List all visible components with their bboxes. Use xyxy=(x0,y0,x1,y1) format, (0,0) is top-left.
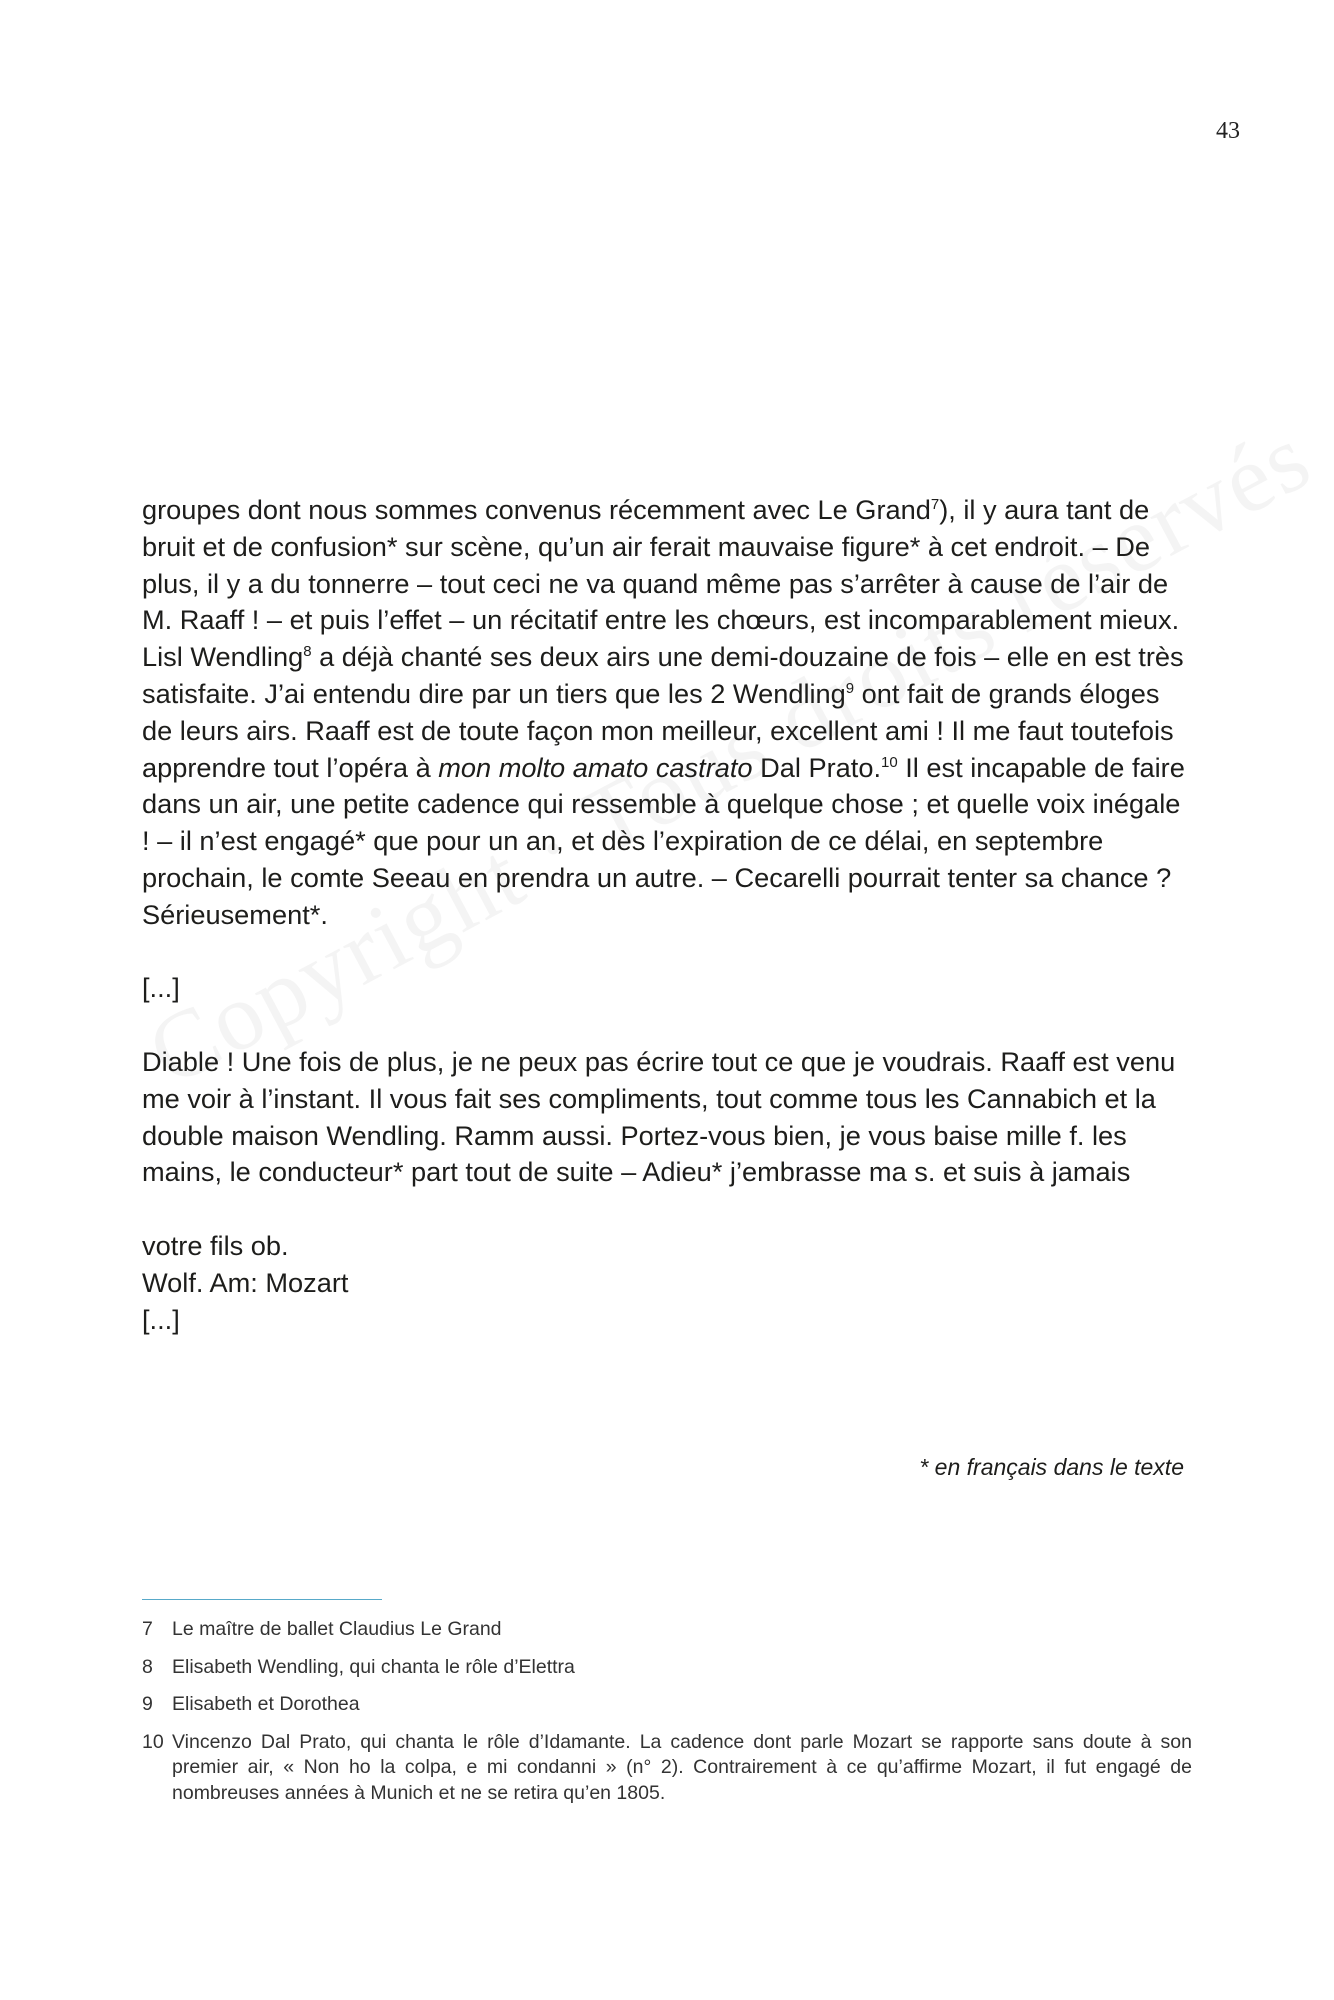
footnote-number: 10 xyxy=(142,1730,164,1753)
ellipsis-1: [...] xyxy=(142,972,180,1004)
footnote-ref-8[interactable]: 8 xyxy=(303,643,312,661)
french-note: * en français dans le texte xyxy=(919,1454,1184,1480)
letter-body xyxy=(142,492,1192,1338)
footnote-text: Le maître de ballet Claudius Le Grand xyxy=(172,1618,502,1640)
footnote xyxy=(142,1730,1192,1807)
paragraph-1: groupes dont nous sommes convenus récemment avec Le Grand$^7$), il y aura tant de bruit et de confusion* sur scène, qu’un air ferait mauvaise figure* à cet endroit. – De plus, il y a du tonnerre – tout ceci ne va quand même pas s’arrêter à cause de l’air de M. Raaff ! – et puis l’effet – un récitatif entre les chœurs, est incomparablement mieux. Lisl Wendling$^8$ a déjà chanté ses deux airs une demi-douzaine de fois – elle en est très satisfaite. J’ai entendu dire par un tiers que les 2 Wendling$^9$ ont fait de grands éloges de leurs airs. Raaff est de toute façon mon meilleur, excellent ami ! Il me faut toutefois apprendre tout l’opéra à mon molto amato castrato Dal Prato.$^{10}$ Il est incapable de faire dans un air, une petite cadence qui ressemble à quelque chose ; et quelle voix inégale ! – il n’est engagé* que pour un an, et dès l’expiration de ce délai, en septembre prochain, le comte Seeau en prendra un autre. – Cecarelli pourrait tenter sa chance ? Sérieusement*. xyxy=(142,494,1185,930)
italic-phrase: mon molto amato castrato xyxy=(438,751,753,783)
footnote-text: Vincenzo Dal Prato, qui chanta le rôle d’Idamante. La cadence dont parle Mozart se rapporte sans doute à son premier air, « Non ho la colpa, e mi condanni » (n° 2). Contrairement à ce qu’affirme Mozart, il fut engagé de nombreuses années à Munich et ne se retira qu’en 1805. xyxy=(172,1730,1192,1804)
footnote xyxy=(142,1617,1192,1643)
closing-signature: Wolf. Am: Mozart xyxy=(142,1266,349,1298)
footnote-ref-10[interactable]: 10 xyxy=(881,753,898,771)
footnote-number: 8 xyxy=(142,1655,153,1678)
closing-line-1: votre fils ob. xyxy=(142,1229,289,1261)
footnote-text: Elisabeth et Dorothea xyxy=(172,1693,360,1715)
footnote-number: 7 xyxy=(142,1618,153,1640)
footnote-ref-9[interactable]: 9 xyxy=(845,679,855,697)
footnote-ref-7[interactable]: 7 xyxy=(930,495,940,513)
footnotes xyxy=(142,1617,1192,1818)
footnote-number: 9 xyxy=(142,1693,153,1715)
footnote xyxy=(142,1692,1192,1718)
footnote xyxy=(142,1655,1192,1681)
page-number: 43 xyxy=(1216,118,1240,144)
ellipsis-2: [...] xyxy=(142,1303,180,1335)
footnote-text: Elisabeth Wendling, qui chanta le rôle d’Elettra xyxy=(172,1655,575,1678)
paragraph-2: Diable ! Une fois de plus, je ne peux pas écrire tout ce que je voudrais. Raaff est venu me voir à l’instant. Il vous fait ses compliments, tout comme tous les Cannabich et la double maison Wendling. Ramm aussi. Portez-vous bien, je vous baise mille f. les mains, le conducteur* part tout de suite – Adieu* j’embrasse ma s. et suis à jamais xyxy=(142,1045,1176,1188)
footnote-divider xyxy=(142,1599,382,1600)
